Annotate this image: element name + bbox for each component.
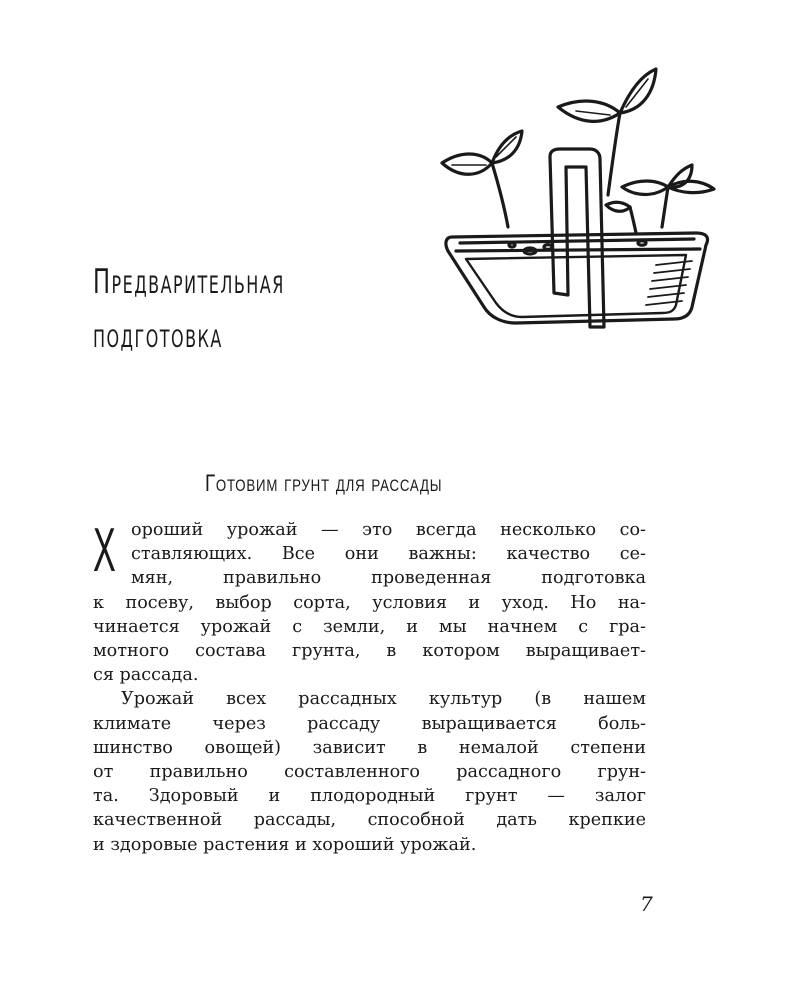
section-heading: Готовим грунт для рассады [205, 470, 443, 497]
paragraph-2-line: и здоровые растения и хороший урожай. [93, 834, 477, 855]
paragraph-2-line: шинство овощей) зависит в немалой степени [93, 737, 646, 758]
paragraph-2-line: качественной рассады, способной дать крепкие [93, 810, 646, 831]
chapter-title [93, 255, 337, 363]
drop-cap: Х [93, 516, 116, 585]
paragraph-1-line: к посеву, выбор сорта, условия и уход. Но на- [93, 592, 646, 613]
paragraph-1-line: ороший урожай — это всегда несколько со- [131, 520, 646, 540]
paragraph-2-line: климате через рассаду выращивается боль- [93, 713, 646, 734]
paragraph-2-line: Урожай всех рассадных культур (в нашем [121, 689, 646, 710]
paragraph-2-line: та. Здоровый и плодородный грунт — залог [93, 786, 646, 807]
paragraph-1 [93, 518, 646, 687]
paragraph-1-line: ся рассада. [93, 665, 199, 686]
paragraph-1-line: мян, правильно проведенная подготовка [131, 568, 646, 589]
page-number: 7 [640, 892, 653, 916]
paragraph-1-line: ставляющих. Все они важны: качество се- [131, 544, 646, 565]
chapter-title-line-2: подготовка [93, 316, 223, 356]
paragraph-1-line: чинается урожай с земли, и мы начнем с гра- [93, 616, 646, 637]
paragraph-2-line: от правильно составленного рассадного грун- [93, 762, 646, 783]
seedling-basket-icon [430, 55, 730, 345]
body-text [93, 518, 646, 857]
paragraph-1-line: мотного состава грунта, в котором выращивает- [93, 641, 646, 662]
chapter-title-line-1: Предварительная [93, 262, 285, 302]
paragraph-2 [93, 687, 646, 856]
